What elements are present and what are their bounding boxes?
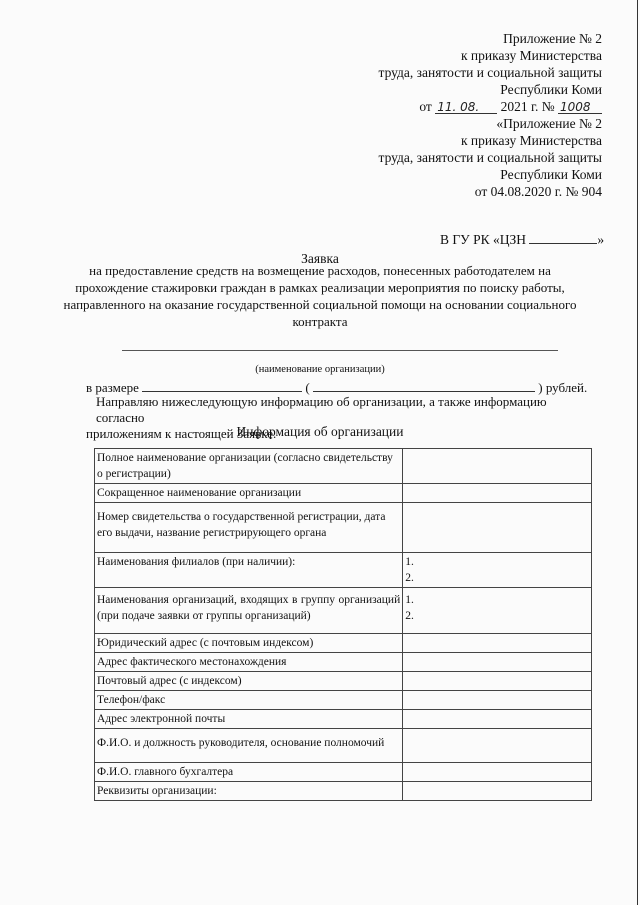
table-row [95,503,592,553]
table-row [95,653,592,672]
organization-caption: (наименование организации) [255,364,385,375]
row-label: Наименования филиалов (при наличии): [95,553,403,588]
organization-info-table [94,448,592,801]
row-value [403,588,592,634]
paragraph-line: приложениям к настоящей Заявке. [86,426,277,441]
row-label: Наименования организаций, входящих в группу организаций (при подаче заявки от группы организаций) [95,588,403,634]
header-line: к приказу Министерства [460,48,602,63]
organization-name-line [122,350,558,351]
value-item: 1. [405,556,414,568]
table-row [95,449,592,484]
header-date-line [379,98,603,115]
appendix-header [379,30,603,200]
document-title: Заявка [301,251,339,266]
value-item: 2. [405,610,414,622]
row-value [403,729,592,763]
amount-blank [142,380,302,392]
table-row [95,634,592,653]
table-row [95,553,592,588]
row-value [403,449,592,484]
handwritten-date: 11. 08. [435,101,497,114]
quoted-header-line: к приказу Министерства [460,133,602,148]
addressee-blank [529,232,597,244]
header-line: труда, занятости и социальной защиты [378,65,602,80]
table-row [95,710,592,729]
row-value [403,503,592,553]
value-item: 1. [405,594,414,606]
row-label: Юридический адрес (с почтовым индексом) [95,634,403,653]
handwritten-number: 1008 [558,101,602,114]
table-row [95,672,592,691]
scan-edge [637,0,638,905]
quoted-header-line: труда, занятости и социальной защиты [378,150,602,165]
row-value [403,782,592,801]
row-value [403,763,592,782]
row-label: Сокращенное наименование организации [95,484,403,503]
info-title: Информация об организации [236,424,404,439]
document-purpose: на предоставление средств на возмещение расходов, понесенных работодателем на прохождение стажировки граждан в рамках реализации мероприятия по поиску работы, направленного на оказание государственной социальной помощи на основании социального контракта [63,263,577,329]
row-value [403,691,592,710]
row-label: Телефон/факс [95,691,403,710]
row-value [403,653,592,672]
row-value [403,672,592,691]
row-label: Адрес фактического местонахождения [95,653,403,672]
amount-words-blank [313,380,535,392]
table-row [95,763,592,782]
quoted-header-line: «Приложение № 2 [496,116,602,131]
paragraph-line: Направляю нижеследующую информацию об организации, а также информацию согласно [96,394,547,425]
header-line: Республики Коми [500,82,602,97]
row-label: Реквизиты организации: [95,782,403,801]
table-row [95,588,592,634]
addressee-suffix: » [597,232,605,247]
row-label: Ф.И.О. главного бухгалтера [95,763,403,782]
amount-prefix: в размере [86,380,139,395]
date-year: 2021 г. № [500,99,555,114]
row-label: Номер свидетельства о государственной регистрации, дата его выдачи, название регистрирующего органа [95,503,403,553]
row-label: Почтовый адрес (с индексом) [95,672,403,691]
table-row [95,782,592,801]
header-line: Приложение № 2 [503,31,602,46]
date-prefix: от [419,99,432,114]
row-value [403,484,592,503]
row-label: Ф.И.О. и должность руководителя, основание полномочий [95,729,403,763]
row-value [403,710,592,729]
row-label: Адрес электронной почты [95,710,403,729]
quoted-header-line: от 04.08.2020 г. № 904 [474,184,602,199]
quoted-header-line: Республики Коми [500,167,602,182]
value-item: 2. [405,572,414,584]
table-row [95,691,592,710]
row-label: Полное наименование организации (согласно свидетельству о регистрации) [95,449,403,484]
amount-close: ) рублей. [538,380,588,395]
row-value [403,634,592,653]
addressee-prefix: В ГУ РК «ЦЗН [440,232,527,247]
row-value [403,553,592,588]
table-row [95,484,592,503]
table-row [95,729,592,763]
addressee [440,232,604,248]
amount-open: ( [305,380,310,395]
